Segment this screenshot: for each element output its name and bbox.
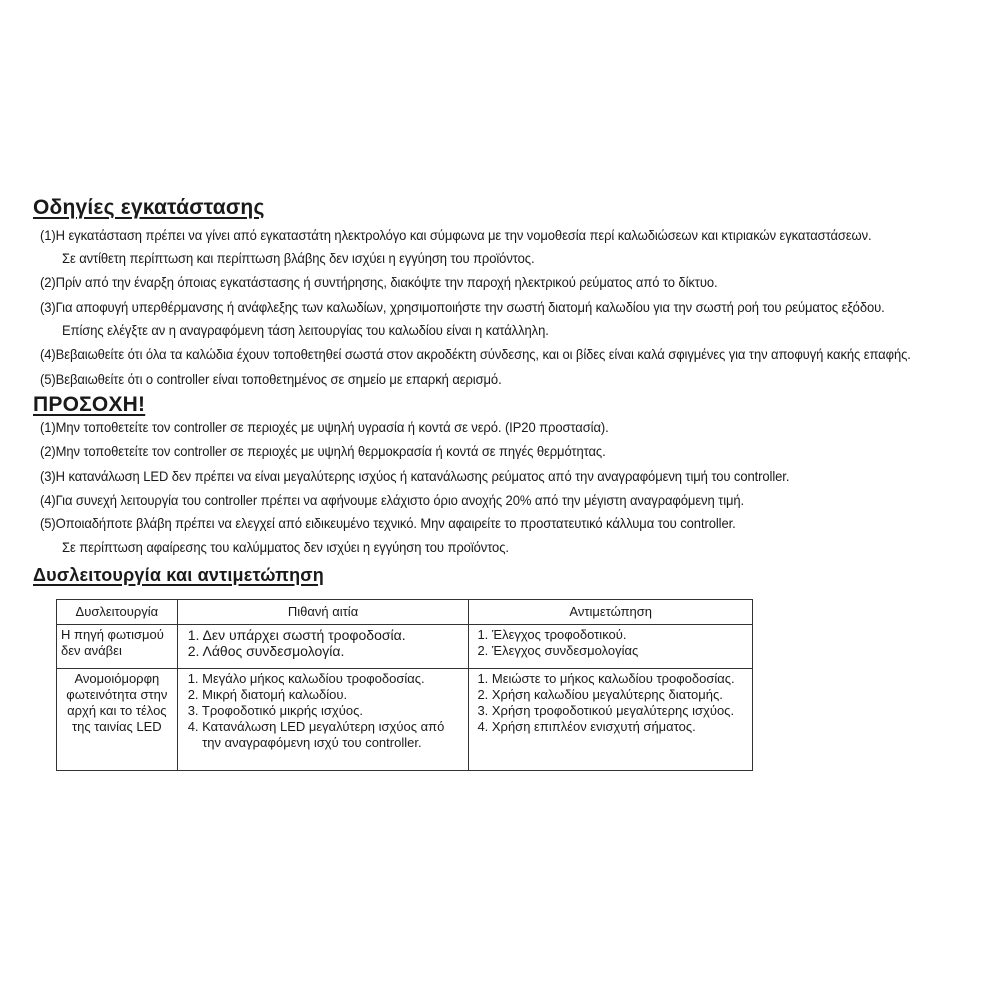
item-text: Για αποφυγή υπερθέρμανσης ή ανάφλεξης των καλωδίων, χρησιμοποιήστε την σωστή διατομή καλωδίου για την σωστή ροή του ρεύματος εξόδου. (55, 299, 885, 315)
installation-item-1-continuation: Σε αντίθετη περίπτωση και περίπτωση βλάβης δεν ισχύει η εγγύηση του προϊόντος. (62, 250, 535, 266)
item-number: (5) (40, 371, 56, 387)
table-row (57, 625, 753, 669)
cause-line: 4. Κατανάλωση LED μεγαλύτερη ισχύος από (187, 719, 445, 734)
warning-heading: ΠΡΟΣΟΧΗ! (33, 393, 146, 416)
warning-item-5 (40, 514, 736, 532)
remedy-line: 2. Έλεγχος συνδεσμολογίας (477, 643, 639, 658)
remedy-cell (469, 669, 753, 771)
cause-line: 2. Μικρή διατομή καλωδίου. (187, 687, 348, 702)
cause-line: 3. Τροφοδοτικό μικρής ισχύος. (187, 703, 363, 718)
item-number: (1) (40, 227, 56, 243)
installation-item-4 (40, 345, 911, 363)
item-number: (4) (40, 492, 56, 508)
troubleshooting-heading: Δυσλειτουργία και αντιμετώπηση (33, 565, 324, 585)
cause-line: 2. Λάθος συνδεσμολογία. (187, 643, 345, 659)
remedy-line: 4. Χρήση επιπλέον ενισχυτή σήματος. (477, 719, 696, 734)
item-number: (3) (40, 468, 56, 484)
item-text: Μην τοποθετείτε τον controller σε περιοχές με υψηλή υγρασία ή κοντά σε νερό. (IP20 προστασία). (55, 419, 609, 435)
installation-item-2 (40, 273, 718, 291)
item-text: Βεβαιωθείτε ότι ο controller είναι τοποθετημένος σε σημείο με επαρκή αερισμό. (55, 371, 502, 387)
item-text: Μην τοποθετείτε τον controller σε περιοχές με υψηλή θερμοκρασία ή κοντά σε πηγές θερμότητας. (55, 443, 606, 459)
cause-line: 1. Μεγάλο μήκος καλωδίου τροφοδοσίας. (187, 671, 425, 686)
column-header-cause: Πιθανή αιτία (177, 600, 469, 625)
troubleshooting-table (56, 599, 753, 771)
installation-item-1 (40, 226, 872, 244)
remedy-cell (469, 625, 753, 669)
symptom-line: Ανομοιόμορφη (74, 671, 160, 686)
column-header-remedy: Αντιμετώπηση (469, 600, 753, 625)
warning-item-3 (40, 467, 789, 485)
item-text: Βεβαιωθείτε ότι όλα τα καλώδια έχουν τοποθετηθεί σωστά στον ακροδέκτη σύνδεσης, και οι βίδες είναι καλά σφιγμένες για την αποφυγή κακής επαφής. (55, 346, 911, 362)
warning-item-5-continuation: Σε περίπτωση αφαίρεσης του καλύμματος δεν ισχύει η εγγύηση του προϊόντος. (62, 539, 509, 555)
installation-item-3 (40, 298, 885, 316)
item-number: (4) (40, 346, 56, 362)
table-header-row (57, 600, 753, 625)
warning-item-4 (40, 491, 744, 509)
warning-item-1 (40, 418, 609, 436)
symptom-line: δεν ανάβει (61, 643, 122, 658)
warning-item-2 (40, 442, 606, 460)
item-text: Πρίν από την έναρξη όποιας εγκατάστασης ή συντήρησης, διακόψτε την παροχή ηλεκτρικού ρεύματος από το δίκτυο. (55, 274, 718, 290)
table-row (57, 669, 753, 771)
installation-item-5 (40, 370, 502, 388)
column-header-malfunction: Δυσλειτουργία (57, 600, 178, 625)
item-text: Η κατανάλωση LED δεν πρέπει να είναι μεγαλύτερης ισχύος ή κατανάλωσης ρεύματος από την αναγραφόμενη τιμή του controller. (55, 468, 790, 484)
item-text: Για συνεχή λειτουργία του controller πρέπει να αφήνουμε ελάχιστο όριο ανοχής 20% από την μέγιστη αναγραφόμενη τιμή. (55, 492, 745, 508)
item-number: (3) (40, 299, 56, 315)
item-text: Η εγκατάσταση πρέπει να γίνει από εγκαταστάτη ηλεκτρολόγο και σύμφωνα με την νομοθεσία περί καλωδιώσεων και κτιριακών εγκαταστάσεων. (55, 227, 872, 243)
item-number: (2) (40, 443, 56, 459)
item-number: (5) (40, 515, 56, 531)
symptom-cell (57, 625, 178, 669)
symptom-line: αρχή και το τέλος (67, 703, 167, 718)
symptom-cell (57, 669, 178, 771)
symptom-line: φωτεινότητα στην (66, 687, 168, 702)
remedy-line: 1. Έλεγχος τροφοδοτικού. (477, 627, 627, 642)
symptom-line: της ταινίας LED (72, 719, 162, 734)
item-text: Οποιαδήποτε βλάβη πρέπει να ελεγχεί από ειδικευμένο τεχνικό. Μην αφαιρείτε το προστατευτικό κάλλυμα του controller. (55, 515, 736, 531)
cause-line: την αναγραφόμενη ισχύ του controller. (187, 735, 422, 750)
cause-cell (177, 669, 469, 771)
remedy-line: 3. Χρήση τροφοδοτικού μεγαλύτερης ισχύος. (477, 703, 735, 718)
remedy-line: 1. Μειώστε το μήκος καλωδίου τροφοδοσίας. (477, 671, 735, 686)
item-number: (2) (40, 274, 56, 290)
item-number: (1) (40, 419, 56, 435)
cause-line: 1. Δεν υπάρχει σωστή τροφοδοσία. (187, 627, 406, 643)
symptom-line: Η πηγή φωτισμού (61, 627, 164, 642)
cause-cell (177, 625, 469, 669)
remedy-line: 2. Χρήση καλωδίου μεγαλύτερης διατομής. (477, 687, 723, 702)
installation-item-3-continuation: Επίσης ελέγξτε αν η αναγραφόμενη τάση λειτουργίας του καλωδίου είναι η κατάλληλη. (62, 322, 549, 338)
installation-heading: Οδηγίες εγκατάστασης (33, 196, 265, 219)
